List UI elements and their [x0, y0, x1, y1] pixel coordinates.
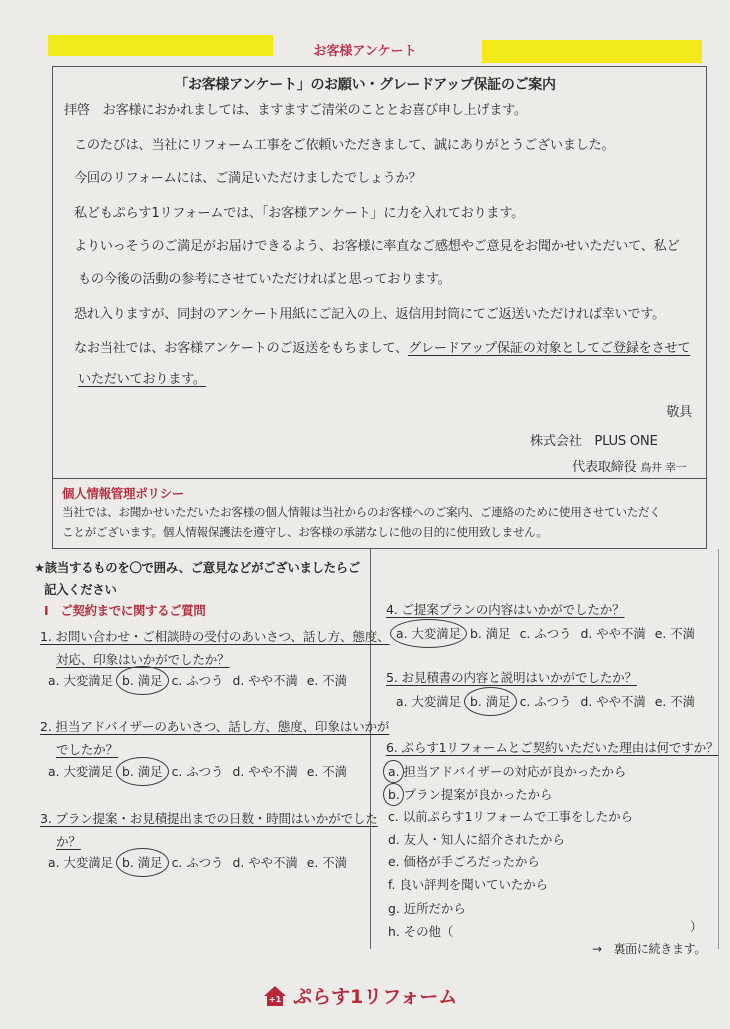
answer-option[interactable]: b. 満足: [122, 764, 163, 779]
svg-text:+1: +1: [268, 994, 282, 1004]
reason-text: 価格が手ごろだったから: [403, 854, 540, 869]
letter-line: [74, 337, 690, 356]
closing: 敬具: [666, 405, 692, 420]
reason-text: プラン提案が良かったから: [403, 787, 553, 802]
reason-option[interactable]: [388, 875, 548, 893]
signer-title: 代表取締役: [572, 460, 637, 475]
reason-option[interactable]: [388, 807, 633, 825]
answer-option[interactable]: a. 大変満足: [396, 694, 462, 709]
question-3-cont: か？: [56, 834, 81, 849]
letter-line: 恐れ入りますが、同封のアンケート用紙にご記入の上、返信用封筒にてご返送いただければ幸いです。: [74, 307, 665, 322]
reason-letter: b.: [388, 787, 400, 802]
close-paren: ）: [690, 919, 703, 934]
answer-option[interactable]: c. ふつう: [171, 855, 224, 870]
answer-option[interactable]: d. やや不満: [232, 764, 298, 779]
answer-option[interactable]: d. やや不満: [580, 626, 646, 641]
brand-logo: [263, 982, 457, 1009]
reason-option[interactable]: [388, 785, 552, 803]
answer-option[interactable]: c. ふつう: [171, 764, 224, 779]
answer-option[interactable]: e. 不満: [306, 673, 348, 688]
reason-option[interactable]: [388, 852, 540, 870]
company-name: 株式会社 PLUS ONE: [530, 434, 658, 449]
question-1-cont: 対応、印象はいかがでしたか？: [56, 652, 230, 667]
letter-line: 今回のリフォームには、ご満足いただけましたでしょうか？: [74, 171, 422, 186]
answer-option[interactable]: b. 満足: [122, 855, 163, 870]
reason-letter: a.: [388, 764, 400, 779]
letter-line: 拝啓 お客様におかれましては、ますますご清栄のこととお喜び申し上げます。: [64, 103, 527, 118]
letter-line: このたびは、当社にリフォーム工事をご依頼いただきまして、誠にありがとうございました。: [74, 138, 615, 153]
column-divider: [370, 549, 371, 949]
question-1-options: [48, 671, 347, 689]
letter-text: なお当社では、お客様アンケートのご返送をもちまして、: [74, 341, 409, 356]
reason-text: 近所だから: [403, 901, 466, 916]
signer-name: 鳥井 幸一: [640, 461, 687, 474]
reason-letter: e.: [388, 854, 400, 869]
answer-option[interactable]: b. 満足: [470, 626, 511, 641]
house-icon: [263, 985, 287, 1007]
reason-text: その他（: [403, 924, 454, 939]
reason-text: 以前ぷらす1リフォームで工事をしたから: [402, 809, 634, 824]
guarantee-text-cont: いただいております。: [78, 372, 206, 387]
reason-text: 友人・知人に紹介されたから: [403, 832, 565, 847]
reason-text: 良い評判を聞いていたから: [399, 877, 549, 892]
reason-letter: h.: [388, 924, 400, 939]
policy-text: ことがございます。個人情報保護法を遵守し、お客様の承諾なしに他の目的に使用致しません。: [62, 525, 548, 539]
letter-line: もの今後の活動の参考にさせていただければと思っております。: [78, 272, 451, 287]
answer-option[interactable]: b. 満足: [122, 673, 163, 688]
answer-option[interactable]: c. ふつう: [171, 673, 224, 688]
answer-option[interactable]: e. 不満: [306, 764, 348, 779]
reason-letter: g.: [388, 901, 400, 916]
question-6: 6. ぷらす1リフォームとご契約いただいた理由は何ですか？: [386, 740, 719, 755]
reason-text: 担当アドバイザーの対応が良かったから: [403, 764, 627, 779]
reason-option[interactable]: [388, 922, 453, 940]
question-5-options: [396, 692, 695, 710]
answer-option[interactable]: d. やや不満: [232, 855, 298, 870]
question-2-options: [48, 762, 347, 780]
reason-option[interactable]: [388, 762, 626, 780]
reason-option[interactable]: [388, 899, 466, 917]
question-4: 4. ご提案プランの内容はいかがでしたか？: [386, 602, 625, 617]
answer-option[interactable]: e. 不満: [306, 855, 348, 870]
question-2: 2. 担当アドバイザーのあいさつ、話し方、態度、印象はいかが: [40, 719, 390, 734]
question-3: 3. プラン提案・お見積提出までの日数・時間はいかがでした: [40, 811, 378, 826]
question-3-options: [48, 853, 347, 871]
guarantee-text: グレードアップ保証の対象としてご登録をさせて: [408, 341, 691, 356]
instruction: 記入ください: [44, 582, 117, 597]
signer: [572, 456, 686, 475]
answer-option[interactable]: e. 不満: [654, 694, 696, 709]
answer-option[interactable]: b. 満足: [470, 694, 511, 709]
instruction: ★該当するものを〇で囲み、ご意見などがございましたらご: [34, 560, 360, 575]
answer-option[interactable]: c. ふつう: [519, 694, 572, 709]
reason-letter: d.: [388, 832, 400, 847]
answer-option[interactable]: d. やや不満: [580, 694, 646, 709]
question-1: 1. お問い合わせ・ご相談時の受付のあいさつ、話し方、態度、: [40, 629, 390, 644]
continue-note: → 裏面に続きます。: [592, 942, 707, 956]
logo-text: ぷらす1リフォーム: [293, 986, 458, 1008]
answer-option[interactable]: a. 大変満足: [396, 626, 462, 641]
policy-text: 当社では、お聞かせいただいたお客様の個人情報は当社からのお客様へのご案内、ご連絡のために使用させていただく: [62, 505, 661, 519]
question-4-options: [396, 624, 695, 642]
answer-option[interactable]: a. 大変満足: [48, 764, 114, 779]
page-title: お客様アンケート: [313, 44, 417, 59]
policy-title: 個人情報管理ポリシー: [62, 486, 185, 501]
letter-line: 私どもぷらす1リフォームでは、「お客様アンケート」に力を入れております。: [74, 206, 525, 221]
answer-option[interactable]: e. 不満: [654, 626, 696, 641]
section-heading: Ⅰ ご契約までに関するご質問: [44, 603, 206, 618]
question-2-cont: でしたか？: [56, 742, 118, 757]
answer-option[interactable]: d. やや不満: [232, 673, 298, 688]
question-5: 5. お見積書の内容と説明はいかがでしたか？: [386, 670, 637, 685]
reason-letter: c.: [388, 809, 399, 824]
letter-line: よりいっそうのご満足がお届けできるよう、お客様に率直なご感想やご意見をお聞かせいただいて、私ど: [74, 239, 680, 254]
answer-option[interactable]: a. 大変満足: [48, 855, 114, 870]
answer-option[interactable]: c. ふつう: [519, 626, 572, 641]
letter-heading: 「お客様アンケート」のお願い・グレードアップ保証のご案内: [174, 77, 556, 93]
reason-letter: f.: [388, 877, 396, 892]
reason-option[interactable]: [388, 830, 565, 848]
answer-option[interactable]: a. 大変満足: [48, 673, 114, 688]
